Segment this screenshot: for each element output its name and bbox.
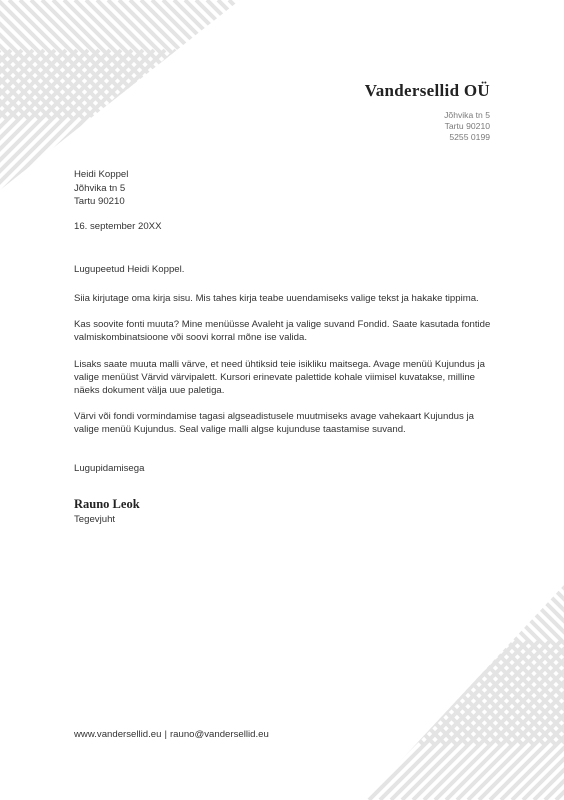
salutation: Lugupeetud Heidi Koppel. [74, 264, 185, 275]
decorative-stripe [174, 0, 240, 120]
decorative-stripe [135, 50, 240, 190]
recipient-street: Jõhvika tn 5 [74, 182, 126, 194]
letter-date: 16. september 20XX [74, 221, 162, 232]
letter-body [74, 292, 494, 450]
closing: Lugupidamisega [74, 463, 145, 474]
recipient-city: Tartu 90210 [74, 196, 125, 207]
body-paragraph: Siia kirjutage oma kirja sisu. Mis tahes kirja teabe uuendamiseks valige tekst ja hakake tippima. [74, 293, 479, 304]
decorative-stripe [218, 0, 240, 120]
decorative-stripe [146, 50, 240, 190]
footer-email: rauno@vandersellid.eu [169, 729, 269, 740]
sender-street: Jõhvika tn 5 [444, 110, 490, 120]
decorative-stripe [364, 640, 430, 800]
body-paragraph: Lisaks saate muuta malli värve, et need ühtiksid teie isikliku maitsega. Avage menüü Kujundus ja valige menüüst Värvid värvipalett. Kursori erinevate palettide kohale viimisel kuvatakse, milline näeks dokument välja uue paletiga. [74, 358, 485, 397]
decorative-stripe [364, 640, 375, 800]
footer-website: www.vandersellid.eu [74, 729, 162, 740]
footer-separator: | [164, 729, 167, 740]
decorative-stripes-top-left [0, 0, 240, 190]
decorative-stripe [364, 585, 435, 745]
recipient-name: Heidi Koppel [74, 169, 129, 180]
body-paragraph: Värvi või fondi vormindamise tagasi algseadistusele muutmiseks avage vahekaart Kujundus ja valige menüü Kujundus. Seal valige malli algse kujunduse taastamise suvand. [74, 411, 474, 436]
sender-city: Tartu 90210 [444, 121, 490, 131]
body-paragraph: Kas soovite fonti muuta? Mine menüüsse Avaleht ja valige suvand Fondid. Saate kasutada fontide valmiskombinatsioone või soovi korral mõne ise valida. [74, 319, 491, 344]
sender-phone: 5255 0199 [449, 132, 490, 142]
decorative-stripe [364, 640, 386, 800]
footer-contact [74, 729, 269, 740]
decorative-stripe [364, 585, 446, 745]
decorative-stripe [157, 50, 240, 190]
decorative-stripe [152, 0, 240, 120]
signer-title: Tegevjuht [74, 514, 116, 525]
recipient-address [74, 168, 128, 209]
signer-name: Rauno Leok [74, 497, 140, 511]
decorative-stripes-bottom-right [364, 585, 564, 800]
decorative-stripe [364, 585, 424, 745]
sender-address [444, 110, 490, 143]
sender-company-name: Vandersellid OÜ [364, 81, 490, 100]
decorative-stripe [229, 0, 240, 120]
